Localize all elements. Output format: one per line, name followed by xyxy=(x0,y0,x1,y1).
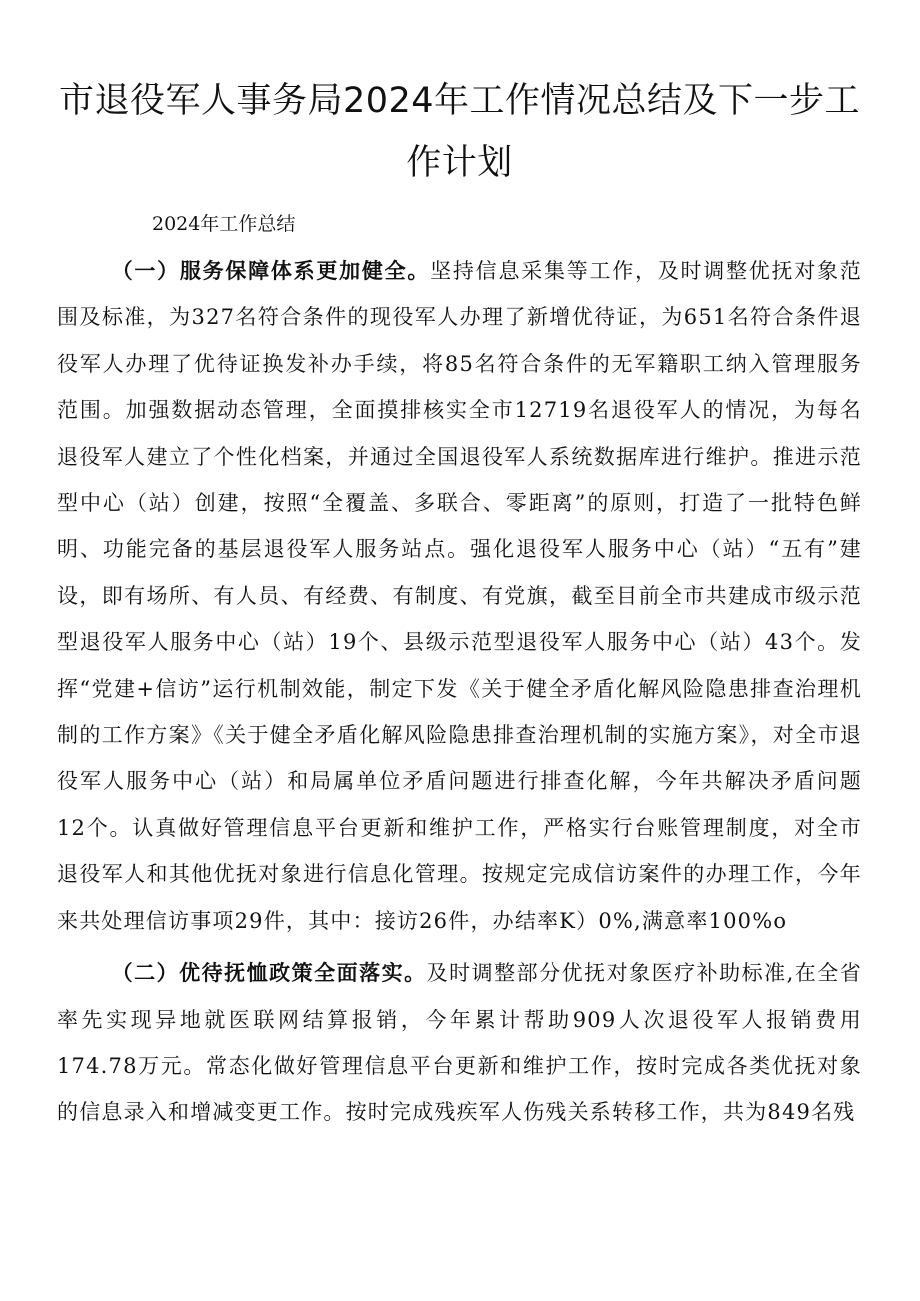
paragraph-2-lead: （二）优待抚恤政策全面落实。 xyxy=(111,960,427,986)
paragraph-1-body: 坚持信息采集等工作，及时调整优抚对象范围及标准，为327名符合条件的现役军人办理了新增优待证，为651名符合条件退役军人办理了优待证换发补办手续，将85名符合条件的无军籍职工纳入管理服务范围。加强数据动态管理，全面摸排核实全市12719名退役军人的情况，为每名退役军人建立了个性化档案，并通过全国退役军人系统数据库进行维护。推进示范型中心（站）创建，按照“全覆盖、多联合、零距离”的原则，打造了一批特色鲜明、功能完备的基层退役军人服务站点。强化退役军人服务中心（站）“五有”建设，即有场所、有人员、有经费、有制度、有党旗，截至目前全市共建成市级示范型退役军人服务中心（站）19个、县级示范型退役军人服务中心（站）43个。发挥“党建+信访”运行机制效能，制定下发《关于健全矛盾化解风险隐患排查治理机制的工作方案》《关于健全矛盾化解风险隐患排查治理机制的实施方案》，对全市退役军人服务中心（站）和局属单位矛盾问题进行排查化解，今年共解决矛盾问题12个。认真做好管理信息平台更新和维护工作，严格实行台账管理制度，对全市退役军人和其他优抚对象进行信息化管理。按规定完成信访案件的办理工作，今年来共处理信访事项29件，其中：接访26件，办结率K）0%,满意率100%o xyxy=(57,259,862,933)
paragraph-2-body: 及时调整部分优抚对象医疗补助标准,在全省率先实现异地就医联网结算报销，今年累计帮助909人次退役军人报销费用174.78万元。常态化做好管理信息平台更新和维护工作，按时完成各类优抚对象的信息录入和增减变更工作。按时完成残疾军人伤残关系转移工作，共为849名残 xyxy=(57,961,862,1125)
section-heading: 2024年工作总结 xyxy=(152,213,296,235)
paragraph-1-lead: （一）服务保障体系更加健全。 xyxy=(111,258,431,283)
document-title: 市退役军人事务局2024年工作情况总结及下一步工作计划 xyxy=(58,81,861,183)
paragraph-2 xyxy=(57,950,862,1136)
paragraph-1 xyxy=(57,248,862,944)
